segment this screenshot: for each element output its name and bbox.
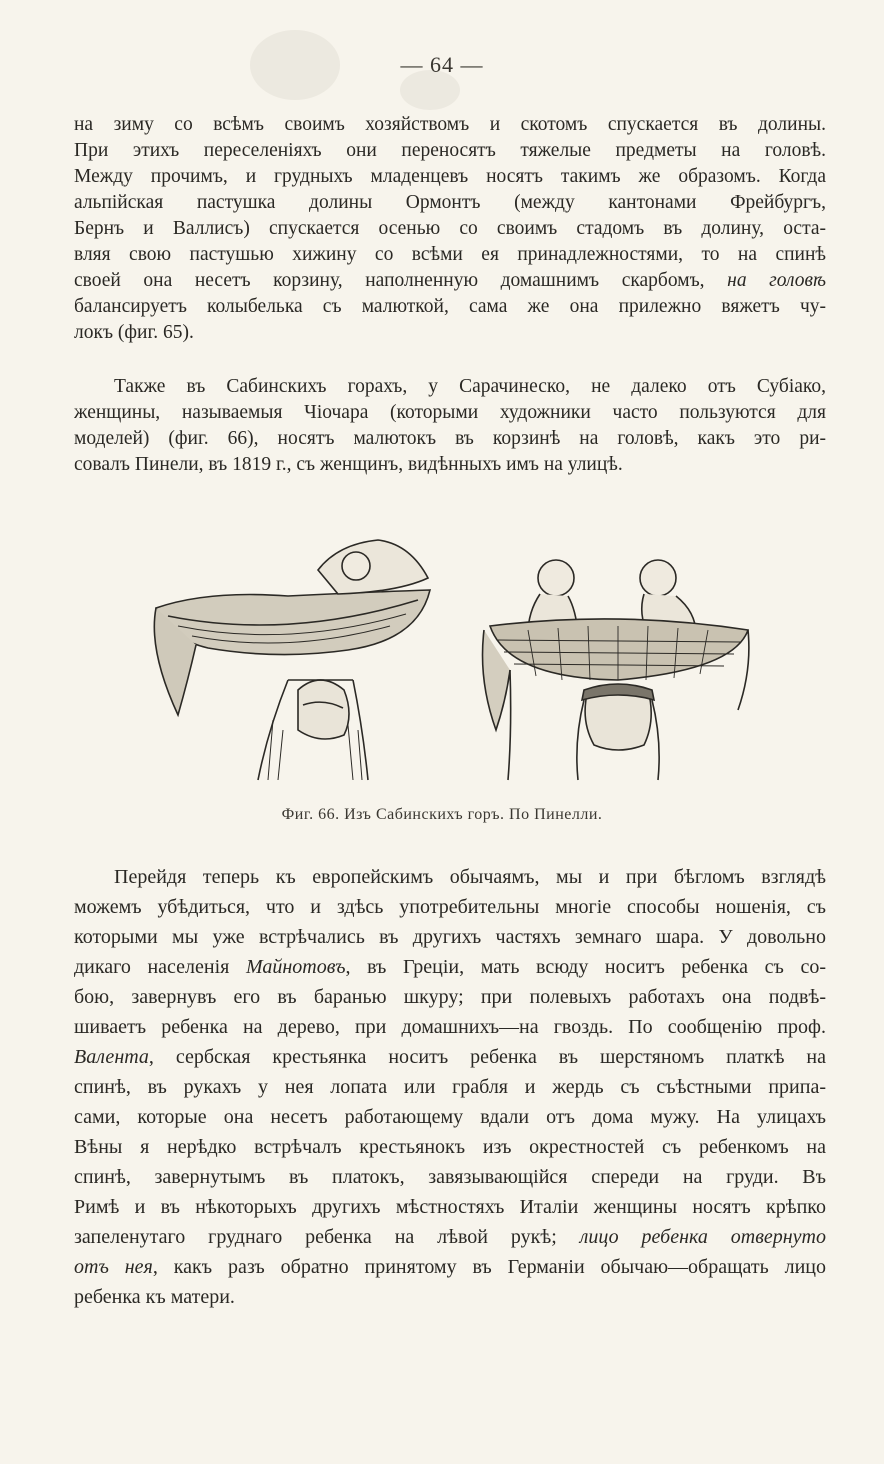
text-line — [74, 1252, 826, 1282]
italic-phrase: на головѣ — [727, 270, 826, 291]
text-line: локъ (фиг. 65). — [74, 322, 194, 343]
paragraph-3 — [74, 862, 826, 1312]
text-line: бою, завернувъ его въ баранью шкуру; при полевыхъ работахъ она подвѣ- — [74, 986, 826, 1008]
text-line — [74, 952, 826, 982]
text-line: вляя свою пастушью хижину со всѣми ея принадлежностями, то на спинѣ — [74, 244, 826, 265]
text-line — [74, 268, 826, 294]
paragraph-2 — [74, 374, 826, 478]
woman-with-basket-drawing — [483, 560, 749, 780]
text-line: спинѣ, въ рукахъ у нея лопата или грабля и жердь съ съѣстными припа- — [74, 1076, 826, 1098]
italic-name: Валента — [74, 1046, 149, 1068]
text-line: которыми мы уже встрѣчались въ другихъ частяхъ земнаго шара. У довольно — [74, 926, 826, 948]
text-line: спинѣ, завернутымъ въ платокъ, завязывающійся спереди на груди. Въ — [74, 1166, 826, 1188]
text-line-part: , какъ разъ обратно принятому въ Германіи обычаю—обращать лицо — [152, 1256, 826, 1278]
text-line: шиваетъ ребенка на дерево, при домашнихъ—на гвоздь. По сообщенію проф. — [74, 1016, 826, 1038]
text-line: совалъ Пинели, въ 1819 г., съ женщинъ, видѣнныхъ имъ на улицѣ. — [74, 454, 623, 475]
italic-name: Майнотовъ — [245, 956, 346, 978]
text-line: При этихъ переселеніяхъ они переносятъ тяжелые предметы на головѣ. — [74, 140, 826, 161]
text-line: Бернъ и Валлисъ) спускается осенью со своимъ стадомъ въ долину, оста- — [74, 218, 826, 239]
woman-with-cradle-drawing — [154, 540, 430, 780]
page-number: — 64 — — [400, 52, 484, 77]
text-line: моделей) (фиг. 66), носятъ малютокъ въ корзинѣ на головѣ, какъ это ри- — [74, 428, 826, 449]
figure-caption: Фиг. 66. Изъ Сабинскихъ горъ. По Пинелли. — [281, 806, 603, 823]
text-line: сами, которые она несетъ работающему вдали отъ дома мужу. На улицахъ — [74, 1106, 826, 1128]
italic-phrase: лицо ребенка отвернуто — [579, 1226, 826, 1248]
text-line: ребенка къ матери. — [74, 1286, 235, 1308]
text-line: на зиму со всѣмъ своимъ хозяйствомъ и скотомъ спускается въ долины. — [74, 114, 826, 135]
text-line — [74, 1042, 826, 1072]
text-line: Между прочимъ, и грудныхъ младенцевъ носятъ такимъ же образомъ. Когда — [74, 166, 826, 187]
text-line-part: , сербская крестьянка носитъ ребенка въ шерстяномъ платкѣ на — [148, 1046, 826, 1068]
paragraph-1 — [74, 112, 826, 346]
text-line: женщины, называемыя Чіочара (которыми художники часто пользуются для — [74, 402, 826, 423]
text-line: Римѣ и въ нѣкоторыхъ другихъ мѣстностяхъ Италіи женщины носятъ крѣпко — [74, 1196, 826, 1218]
text-line-part: , въ Греціи, мать всюду носитъ ребенка съ со- — [345, 956, 826, 978]
figure-illustration — [148, 530, 760, 785]
text-line: балансируетъ колыбелька съ малюткой, сама же она прилежно вяжетъ чу- — [74, 296, 826, 317]
text-line-part: запеленутаго груднаго ребенка на лѣвой рукѣ; — [74, 1226, 580, 1248]
text-line-part: дикаго населенія — [74, 956, 246, 978]
text-line: можемъ убѣдиться, что и здѣсь употребительны многіе способы ношенія, съ — [74, 896, 826, 918]
text-line: Также въ Сабинскихъ горахъ, у Сарачинеско, не далеко отъ Субіако, — [114, 376, 826, 397]
text-line: альпійская пастушка долины Ормонтъ (между кантонами Фрейбургъ, — [74, 192, 826, 213]
text-line: Вѣны я нерѣдко встрѣчалъ крестьянокъ изъ окрестностей съ ребенкомъ на — [74, 1136, 826, 1158]
text-line: Перейдя теперь къ европейскимъ обычаямъ, мы и при бѣгломъ взглядѣ — [114, 866, 826, 888]
italic-phrase: отъ нея — [74, 1256, 153, 1278]
text-line — [74, 1222, 826, 1252]
text-line-part: своей она несетъ корзину, наполненную домашнимъ скарбомъ, — [74, 270, 705, 291]
